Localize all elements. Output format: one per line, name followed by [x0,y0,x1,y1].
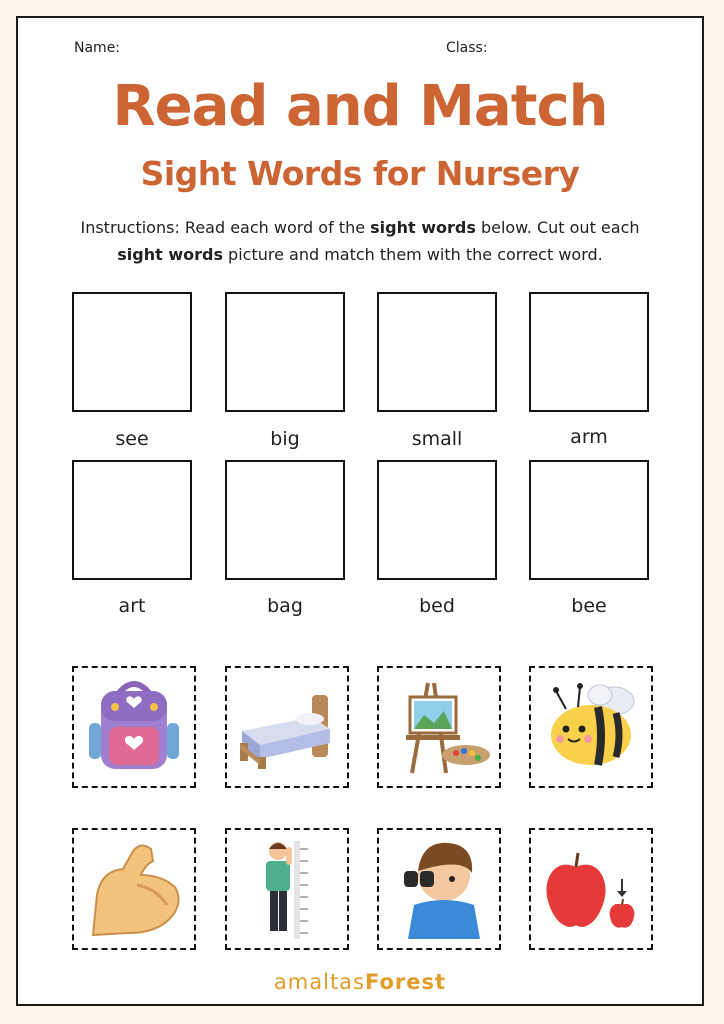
worksheet [16,16,704,1006]
page-subtitle: Sight Words for Nursery [140,154,580,193]
word-small: small [411,428,463,450]
name-label: Name: [74,40,121,56]
picture-card-arm[interactable] [72,828,196,950]
word-art: art [118,595,146,617]
answer-box-1[interactable] [72,292,192,412]
instructions [58,214,662,268]
word-see: see [115,428,149,450]
word-big: big [270,428,300,450]
page-title: Read and Match [112,74,608,139]
picture-card-tall-boy[interactable] [225,828,349,950]
class-label: Class: [446,40,488,56]
binoculars-boy-icon [384,835,494,943]
apples-icon [536,835,646,943]
bed-icon [232,673,342,781]
answer-box-2[interactable] [225,292,345,412]
easel-icon [384,673,494,781]
brand-footer [18,970,702,994]
instructions-bold-1: sight words [370,218,476,237]
instructions-text-3: picture and match them with the correct word. [222,245,603,264]
picture-card-bed[interactable] [225,666,349,788]
answer-box-4[interactable] [529,292,649,412]
word-bee: bee [571,595,607,617]
tall-boy-icon [232,835,342,943]
answer-box-7[interactable] [377,460,497,580]
answer-box-5[interactable] [72,460,192,580]
bee-icon [536,673,646,781]
answer-box-3[interactable] [377,292,497,412]
picture-card-apples[interactable] [529,828,653,950]
arm-icon [79,835,189,943]
answer-box-6[interactable] [225,460,345,580]
instructions-text-2: below. Cut out each [475,218,640,237]
word-arm: arm [570,426,608,448]
picture-card-binoculars-boy[interactable] [377,828,501,950]
answer-box-8[interactable] [529,460,649,580]
instructions-text-1: Instructions: Read each word of the [80,218,371,237]
picture-card-backpack[interactable] [72,666,196,788]
picture-card-bee[interactable] [529,666,653,788]
picture-card-easel[interactable] [377,666,501,788]
backpack-icon [79,673,189,781]
brand-light: amaltas [273,970,365,994]
word-bag: bag [267,595,303,617]
instructions-bold-2: sight words [117,245,223,264]
word-bed: bed [419,595,455,617]
brand-bold: Forest [365,970,447,994]
